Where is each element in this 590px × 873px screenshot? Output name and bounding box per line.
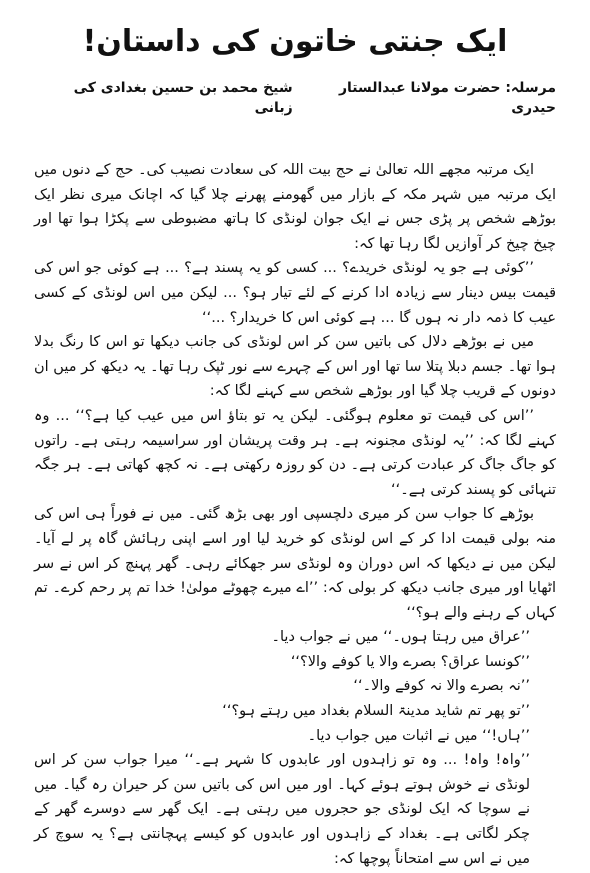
paragraph: ایک مرتبہ مجھے اللہ تعالیٰ نے حج بیت اللہ کی سعادت نصیب کی۔ حج کے دنوں میں ایک مرتبہ میں شہر مکہ کے بازار میں گھومنے پھرنے چلا گیا کہ اچانک میری نظر ایک بوڑھے شخص پر پڑی جس نے ایک جوان لونڈی کا ہاتھ مضبوطی سے پکڑا ہوا تھا اور چیخ چیخ کر آوازیں لگا رہا تھا کہ: [34,162,556,252]
paragraph-quote: ’’اس کی قیمت تو معلوم ہوگئی۔ لیکن یہ تو بتاؤ اس میں عیب کیا ہے؟‘‘ ... وہ کہنے لگا کہ: ’’یہ لونڈی مجنونہ ہے۔ ہر وقت پریشان اور سراسیمہ رہتی ہے۔ راتوں کو جاگ جاگ کر عبادت کرتی ہے۔ دن کو روزہ رکھتی ہے۔ نہ کچھ کھاتی ہے۔ ہر جگہ تنہائی کو پسند کرتی ہے۔‘‘ [34,407,556,498]
paragraph-quote: ’’کوئی ہے جو یہ لونڈی خریدے؟ ... کسی کو یہ پسند ہے؟ ... ہے کوئی جو اس کی قیمت بیس دینار سے زیادہ ادا کرنے کے لئے تیار ہو؟ ... لیکن میں اس لونڈی کے کسی عیب کا ذمہ دار نہ ہوں گا ... ہے کوئی اس کا خریدار؟ ...‘‘ [34,260,556,326]
article-title: ایک جنتی خاتون کی داستان! [82,24,508,59]
article-body [34,158,556,871]
paragraph: ’’واہ! واہ! ... وہ تو زاہدوں اور عابدوں کا شہر ہے۔‘‘ میرا جواب سن کر اس لونڈی نے خوش ہوتے ہوئے کہا۔ اور میں اس کی باتیں سن کر حیران رہ گیا۔ میں نے سوچا کہ ایک لونڈی جو حجروں میں رہتی ہے۔ ایک گھر سے دوسرے گھر کے چکر لگاتی ہے۔ بغداد کے زاہدوں اور عابدوں کو کیسے پہچانتی ہے؟ یہ سوچ کر میں نے اس سے امتحاناً پوچھا کہ: [34,752,530,867]
paragraph: میں نے بوڑھے دلال کی باتیں سن کر اس لونڈی کی جانب دیکھا تو اس کا رنگ بدلا ہوا تھا۔ جسم دبلا پتلا سا تھا اور اس کے چہرے سے نور ٹپک رہا تھا۔ یہ دیکھ کر میں ان دونوں کے قریب چلا گیا اور بوڑھے شخص سے کہنے لگا کہ: [34,334,556,400]
paragraph: بوڑھے کا جواب سن کر میری دلچسپی اور بھی بڑھ گئی۔ میں نے فوراً ہی اس کی منہ بولی قیمت ادا کر کے اس لونڈی کو خرید لیا اور اسے اپنی رہائش گاہ پر لے آیا۔ لیکن میں نے دیکھا کہ اس دوران وہ لونڈی سر جھکائے رہی۔ گھر پہنچ کر اس نے سر اٹھایا اور میری جانب دیکھ کر بولی کہ: ’’اے میرے چھوٹے مولیٰ! خدا تم پر رحم کرے۔ تم کہاں کے رہنے والے ہو؟‘‘ [34,506,556,621]
article-narrator: شیخ محمد بن حسین بغدادی کی زبانی [73,80,293,116]
article-sender: مرسلہ: حضرت مولانا عبدالستار حیدری [338,80,556,116]
dialogue-line: ’’ہاں!‘‘ میں نے اثبات میں جواب دیا۔ [307,727,530,744]
dialogue-line: ’’نہ بصرے والا نہ کوفے والا۔‘‘ [353,678,530,695]
article-credits [34,78,556,118]
dialogue-line: ’’تو پھر تم شاید مدینۃ السلام بغداد میں رہتے ہو؟‘‘ [222,703,530,720]
dialogue-line: ’’عراق میں رہتا ہوں۔‘‘ میں نے جواب دیا۔ [271,629,530,646]
dialogue-line: ’’کونسا عراق؟ بصرے والا یا کوفے والا؟‘‘ [290,653,530,670]
